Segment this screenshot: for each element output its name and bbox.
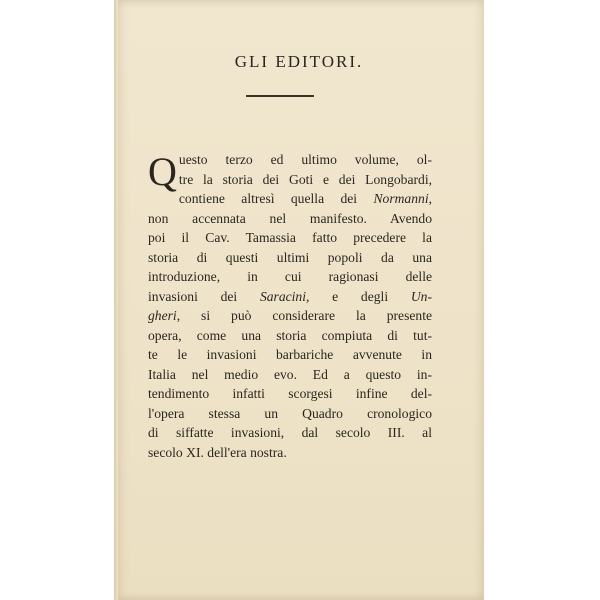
text-segment: tendimento infatti scorgesi infine del- xyxy=(148,386,432,401)
text-line xyxy=(148,170,432,190)
paragraph-lines xyxy=(148,150,432,462)
text-line xyxy=(148,423,432,443)
text-line xyxy=(148,306,432,326)
text-segment: Italia nel medio evo. Ed a questo in- xyxy=(148,366,432,382)
text-segment: tre la storia dei Goti e dei Longobardi, xyxy=(178,171,432,187)
italic-text: Normanni xyxy=(373,191,429,206)
drop-cap: Q xyxy=(148,149,177,194)
text-line xyxy=(148,228,432,248)
text-line xyxy=(148,345,432,365)
text-segment: introduzione, in cui ragionasi delle xyxy=(148,269,432,284)
text-segment: , e degli xyxy=(306,288,411,304)
italic-text: gheri xyxy=(148,308,177,323)
text-segment: poi il Cav. Tamassia fatto precedere la xyxy=(148,230,432,245)
heading-rule xyxy=(246,95,314,97)
text-line xyxy=(148,287,432,307)
text-segment: storia di questi ultimi popoli da una xyxy=(148,249,432,265)
body-paragraph xyxy=(148,150,432,462)
text-segment: di siffatte invasioni, dal secolo III. al xyxy=(148,425,432,440)
text-segment: secolo XI. dell'era nostra. xyxy=(148,444,287,460)
text-segment: contiene altresì quella dei xyxy=(178,191,374,206)
italic-text: Un- xyxy=(410,288,433,304)
text-segment: , xyxy=(428,191,432,206)
text-line xyxy=(148,267,432,287)
text-line xyxy=(148,443,432,463)
text-line xyxy=(148,326,432,346)
text-line xyxy=(148,189,432,209)
text-segment: non accennata nel manifesto. Avendo xyxy=(148,210,432,226)
text-line xyxy=(148,248,432,268)
page-gutter-edge xyxy=(114,0,118,600)
text-segment: opera, come una storia compiuta di tut- xyxy=(148,327,432,343)
text-segment: , si può considerare la presente xyxy=(176,308,432,323)
text-line xyxy=(148,150,432,170)
text-line xyxy=(148,365,432,385)
page-heading: GLI EDITORI. xyxy=(234,52,364,71)
text-segment: invasioni dei xyxy=(148,288,260,304)
italic-text: Saracini xyxy=(259,288,307,304)
text-line xyxy=(148,209,432,229)
text-segment: uesto terzo ed ultimo volume, ol- xyxy=(178,152,432,167)
text-line xyxy=(148,404,432,424)
text-segment: te le invasioni barbariche avvenute in xyxy=(148,347,432,362)
text-line xyxy=(148,384,432,404)
text-segment: l'opera stessa un Quadro cronologico xyxy=(148,405,432,421)
